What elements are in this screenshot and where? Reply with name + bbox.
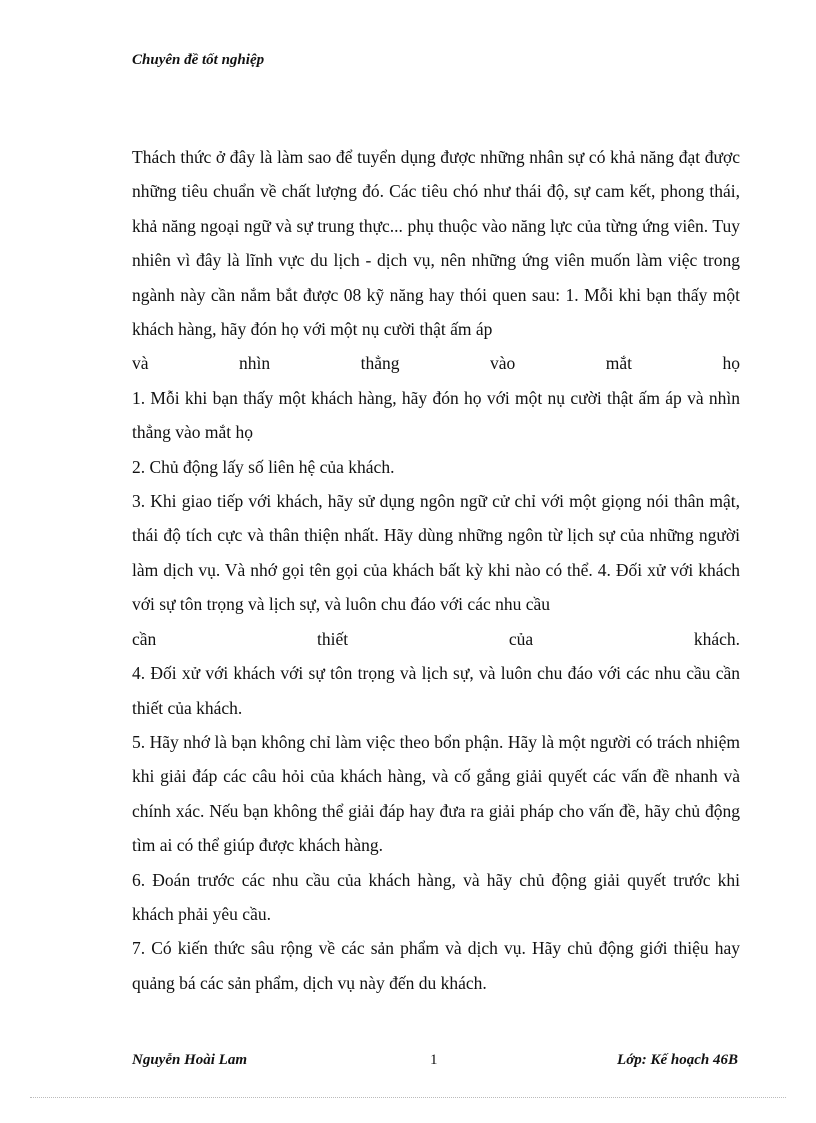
footer-author: Nguyễn Hoài Lam [132,1052,247,1068]
list-item-5: 5. Hãy nhớ là bạn không chỉ làm việc theo bổn phận. Hãy là một người có trách nhiệm khi giải đáp các câu hỏi của khách hàng, và cố gắng giải quyết các vấn đề nhanh và chính xác. Nếu bạn không thể giải đáp hay đưa ra giải pháp cho vấn đề, hãy chủ động tìm ai có thể giúp được khách hàng. [132,731,740,856]
word: và [132,353,149,374]
page-bottom-divider [30,1097,786,1098]
document-body [132,140,740,1000]
paragraph-intro: Thách thức ở đây là làm sao để tuyển dụng được những nhân sự có khả năng đạt được những tiêu chuẩn về chất lượng đó. Các tiêu chó như thái độ, sự cam kết, phong thái, khả năng ngoại ngữ và sự trung thực... phụ thuộc vào năng lực của từng ứng viên. Tuy nhiên vì đây là lĩnh vực du lịch - dịch vụ, nên những ứng viên muốn làm việc trong ngành này cần nắm bắt được 08 kỹ năng hay thói quen sau: 1. Mỗi khi bạn thấy một khách hàng, hãy đón họ với một nụ cười thật ấm áp [132,147,740,340]
list-item-6: 6. Đoán trước các nhu cầu của khách hàng, và hãy chủ động giải quyết trước khi khách phải yêu cầu. [132,869,740,924]
word: thẳng [360,353,400,374]
justified-line-1 [132,346,740,380]
word: thiết [317,628,349,649]
footer-class-label: Lớp: Kế hoạch 46B [617,1052,738,1068]
word: họ [722,353,740,374]
word: của [508,628,534,649]
word: vào [490,353,516,374]
list-item-3: 3. Khi giao tiếp với khách, hãy sử dụng ngôn ngữ cử chỉ với một giọng nói thân mật, thái độ tích cực và thân thiện nhất. Hãy dùng những ngôn từ lịch sự của những người làm dịch vụ. Và nhớ gọi tên gọi của khách bất kỳ khi nào có thể. 4. Đối xử với khách với sự tôn trọng và lịch sự, và luôn chu đáo với các nhu cầu [132,491,740,615]
footer-page-number: 1 [430,1052,438,1068]
list-item-2: 2. Chủ động lấy số liên hệ của khách. [132,456,395,477]
page-header: Chuyên đề tốt nghiệp [132,52,265,68]
word: mắt [605,353,633,374]
list-item-4: 4. Đối xử với khách với sự tôn trọng và lịch sự, và luôn chu đáo với các nhu cầu cần thiết của khách. [132,663,740,718]
list-item-1: 1. Mỗi khi bạn thấy một khách hàng, hãy đón họ với một nụ cười thật ấm áp và nhìn thẳng vào mắt họ [132,387,740,443]
word: cần [132,628,157,649]
justified-line-2 [132,622,740,656]
list-item-7: 7. Có kiến thức sâu rộng về các sản phẩm và dịch vụ. Hãy chủ động giới thiệu hay quảng bá các sản phẩm, dịch vụ này đến du khách. [132,938,740,993]
word: khách. [693,628,740,649]
word: nhìn [239,353,271,374]
page-footer [132,1052,740,1074]
